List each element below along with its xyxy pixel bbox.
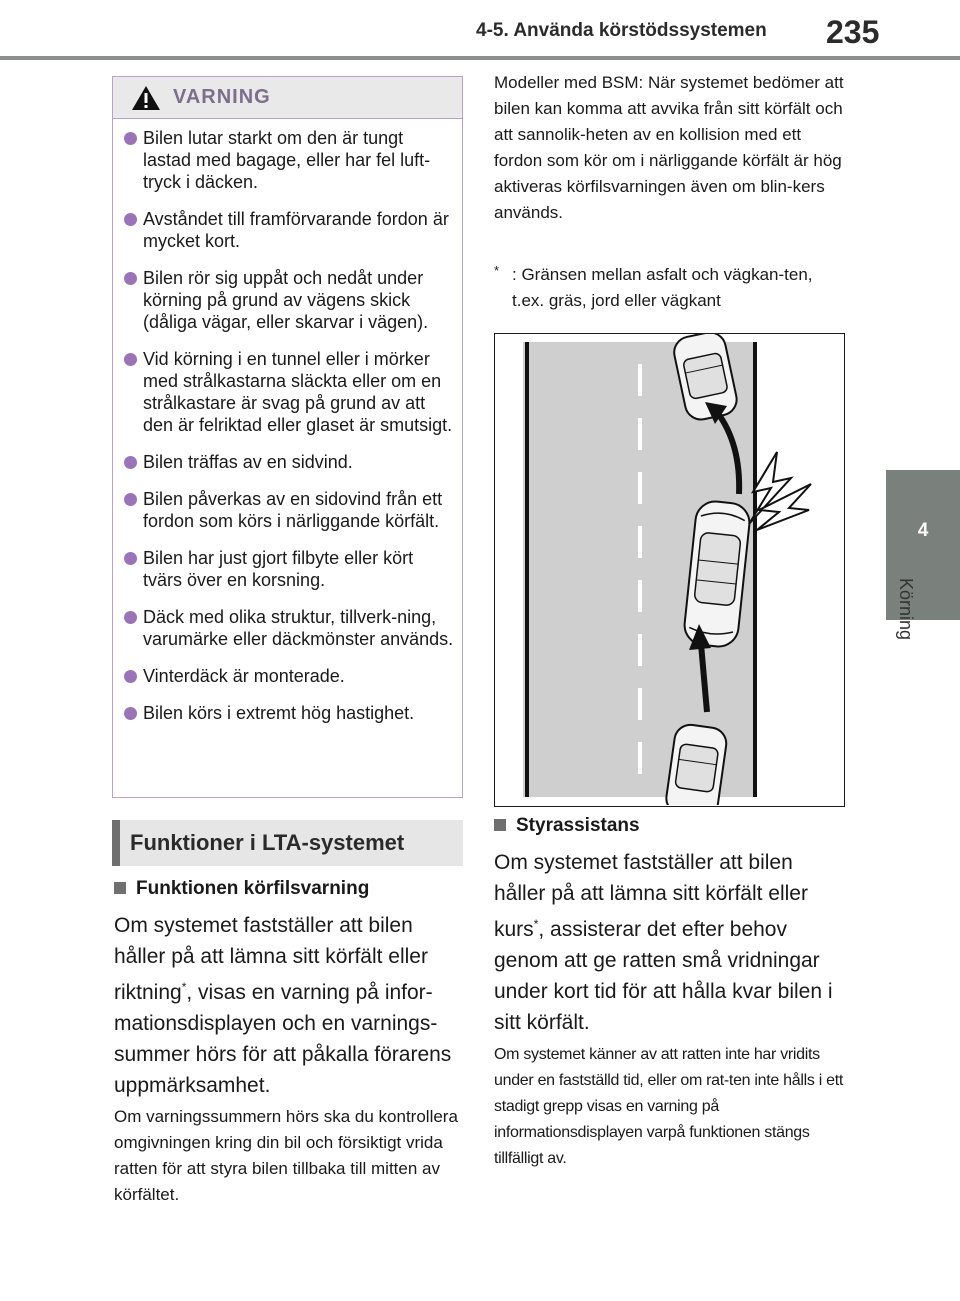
lightning-warning-icon [749,452,811,530]
warning-list [113,127,462,724]
warning-item: Avståndet till framförvarande fordon är mycket kort. [121,208,454,252]
bullet-icon [124,213,137,226]
steering-note: Om systemet känner av att ratten inte har vridits under en fastställd tid, eller om rat-ten inte hålls i ett stadigt grepp visas en varning på informationsdisplayen varpå funktionen stängs tillfälligt av. [494,1046,844,1167]
warning-item: Bilen rör sig uppåt och nedåt under körning på grund av vägens skick (dåliga vägar, eller skarvar i vägen). [121,267,454,333]
lane-departure-illustration [494,333,845,807]
bullet-icon [124,670,137,683]
warning-item: Vinterdäck är monterade. [121,665,454,687]
warning-header [113,77,462,119]
bullet-icon [124,707,137,720]
square-bullet-icon [494,819,506,831]
chapter-label: Körning [896,578,916,641]
bullet-icon [124,132,137,145]
square-bullet-icon [114,882,126,894]
warning-item: Däck med olika struktur, tillverk-ning, varumärke eller däckmönster används. [121,606,454,650]
warning-triangle-icon [131,85,161,111]
steering-body: Om systemet fastställer att bilen håller på att lämna sitt körfält eller kurs*, assisterar det efter behov genom att ge ratten små vridningar under kort tid för att hålla kvar bilen i sitt körfält. [494,851,833,1034]
warning-item: Bilen körs i extremt hög hastighet. [121,702,454,724]
section-heading [112,820,463,866]
warning-item: Bilen har just gjort filbyte eller kört tvärs över en korsning. [121,547,454,591]
section-title: 4-5. Använda körstödssystemen [476,20,767,41]
section-heading-text: Funktioner i LTA-systemet [130,830,405,855]
road-diagram [495,334,843,805]
footnote [494,262,834,314]
warning-item: Vid körning i en tunnel eller i mörker med strålkastarna släckta eller om en strålkastare är svag på grund av att den är felriktad eller glaset är smutsigt. [121,348,454,436]
footnote-text: : Gränsen mellan asfalt och vägkan-ten, t.ex. gräs, jord eller vägkant [512,265,813,310]
chapter-number: 4 [917,520,929,541]
footnote-mark: * [494,263,500,278]
warning-item: Bilen träffas av en sidvind. [121,451,454,473]
bullet-icon [124,456,137,469]
warning-item: Bilen lutar starkt om den är tungt lastad med bagage, eller har fel luft-tryck i däcken. [121,127,454,193]
bullet-icon [124,611,137,624]
steering-heading: Styrassistans [494,815,640,837]
warning-title: VARNING [173,86,271,108]
header-divider [0,56,960,60]
lane-warning-note: Om varningssummern hörs ska du kontrollera omgivningen kring din bil och försiktigt vrida ratten för att styra bilen tillbaka till mitten av körfältet. [114,1107,458,1204]
lane-warning-heading: Funktionen körfilsvarning [114,878,369,900]
bullet-icon [124,272,137,285]
bullet-icon [124,493,137,506]
bullet-icon [124,552,137,565]
warning-box [112,76,463,798]
warning-item: Bilen påverkas av en sidovind från ett fordon som körs i närliggande körfält. [121,488,454,532]
bullet-icon [124,353,137,366]
bsm-paragraph: Modeller med BSM: När systemet bedömer att bilen kan komma att avvika från sitt körfält och att sannolik-heten av en kollision med ett fordon som kör om i närliggande körfält är hög aktiveras körfilsvarningen även om blin-kers används. [494,73,844,222]
lane-warning-body: Om systemet fastställer att bilen håller på att lämna sitt körfält eller riktning*, visas en varning på infor-mationsdisplayen och en varnings-summer hörs för att påkalla förarens uppmärksamhet. [114,914,452,1097]
page-number: 235 [826,14,880,50]
